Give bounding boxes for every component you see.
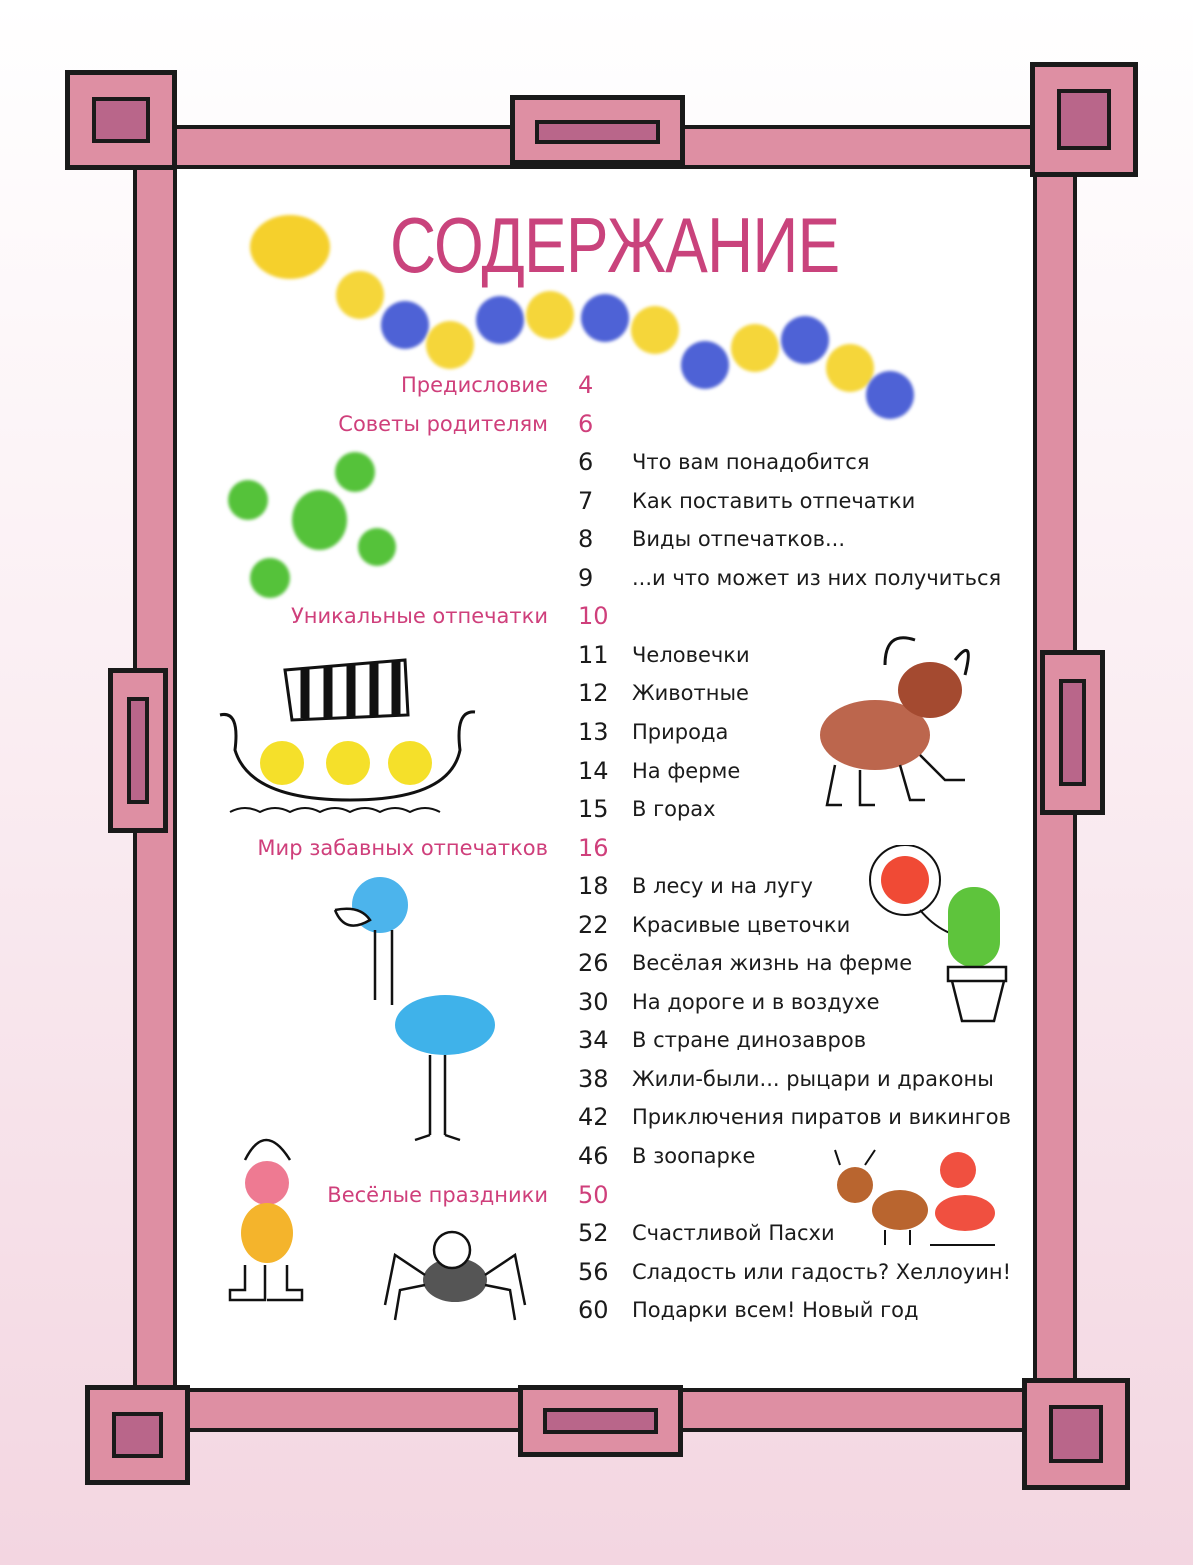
page-number: 22 <box>578 910 609 939</box>
page-number: 7 <box>578 486 594 515</box>
toc-entry-row[interactable] <box>0 563 1193 593</box>
page-number: 38 <box>578 1064 609 1093</box>
page-number: 4 <box>578 371 594 399</box>
caterpillar-segment <box>731 324 779 372</box>
entry-title: Как поставить отпечатки <box>632 488 916 513</box>
entry-title: Счастливой Пасхи <box>632 1221 835 1246</box>
page-number: 46 <box>578 1142 609 1170</box>
page-title: СОДЕРЖАНИЕ <box>390 201 840 289</box>
section-title: Мир забавных отпечатков <box>257 835 548 860</box>
entry-title: В лесу и на лугу <box>632 874 813 899</box>
caterpillar-segment <box>781 316 829 364</box>
page-number: 12 <box>578 679 609 708</box>
toc-entry-row[interactable] <box>0 910 1193 940</box>
frame-corner-bottom-left <box>85 1385 190 1485</box>
frame-top-center-block <box>510 95 685 165</box>
section-title: Предисловие <box>401 373 548 397</box>
caterpillar-segment <box>250 215 330 279</box>
page-number: 13 <box>578 717 609 746</box>
toc-section-row[interactable] <box>0 409 1193 439</box>
toc-entry-row[interactable] <box>0 1295 1193 1325</box>
toc-entry-row[interactable] <box>0 1025 1193 1055</box>
toc-entry-row[interactable] <box>0 1218 1193 1248</box>
page-number: 30 <box>578 987 609 1016</box>
section-title: Советы родителям <box>338 411 548 436</box>
caterpillar-segment <box>631 306 679 354</box>
toc-section-row[interactable] <box>0 601 1193 631</box>
section-title: Уникальные отпечатки <box>290 604 548 629</box>
page-number: 14 <box>578 756 609 785</box>
page-number: 34 <box>578 1026 609 1055</box>
entry-title: Сладость или гадость? Хеллоуин! <box>632 1259 1012 1284</box>
entry-title: В стране динозавров <box>632 1028 867 1053</box>
entry-title: Природа <box>632 719 729 744</box>
frame-bottom-center-block <box>518 1385 683 1457</box>
toc-entry-row[interactable] <box>0 524 1193 554</box>
toc-entry-row[interactable] <box>0 756 1193 786</box>
toc-entry-row[interactable] <box>0 640 1193 670</box>
toc-entry-row[interactable] <box>0 1257 1193 1287</box>
page-number: 56 <box>578 1257 609 1286</box>
caterpillar-segment <box>336 271 384 319</box>
page-number: 8 <box>578 525 594 554</box>
page-number: 6 <box>578 448 594 477</box>
entry-title: Подарки всем! Новый год <box>632 1298 919 1323</box>
caterpillar-segment <box>526 291 574 339</box>
page-number: 10 <box>578 602 609 631</box>
entry-title: На ферме <box>632 758 741 783</box>
toc-entry-row[interactable] <box>0 794 1193 824</box>
toc-entry-row[interactable] <box>0 486 1193 516</box>
entry-title: Животные <box>632 681 749 706</box>
page-number: 6 <box>578 409 594 438</box>
toc-section-row[interactable] <box>0 370 1193 400</box>
caterpillar-segment <box>476 296 524 344</box>
caterpillar-segment <box>426 321 474 369</box>
section-title: Весёлые праздники <box>327 1182 548 1207</box>
frame-corner-top-right <box>1030 62 1138 177</box>
page-number: 11 <box>578 640 609 669</box>
page-number: 26 <box>578 949 609 978</box>
frame-corner-top-left <box>65 70 177 170</box>
caterpillar-segment <box>581 294 629 342</box>
page-number: 42 <box>578 1103 609 1132</box>
toc-entry-row[interactable] <box>0 987 1193 1017</box>
entry-title: На дороге и в воздухе <box>632 989 880 1014</box>
page-number: 50 <box>578 1180 609 1209</box>
entry-title: Человечки <box>632 642 750 667</box>
toc-entry-row[interactable] <box>0 1141 1193 1171</box>
entry-title: Приключения пиратов и викингов <box>632 1105 1011 1130</box>
entry-title: В горах <box>632 797 716 822</box>
toc-entry-row[interactable] <box>0 1102 1193 1132</box>
entry-title: Виды отпечатков... <box>632 527 846 552</box>
toc-entry-row[interactable] <box>0 871 1193 901</box>
toc-entry-row[interactable] <box>0 678 1193 708</box>
entry-title: ...и что может из них получиться <box>632 565 1002 590</box>
caterpillar-segment <box>381 301 429 349</box>
page-number: 15 <box>578 795 609 824</box>
toc-section-row[interactable] <box>0 1180 1193 1210</box>
page-number: 9 <box>578 563 594 592</box>
toc-entry-row[interactable] <box>0 1064 1193 1094</box>
page-number: 18 <box>578 872 609 901</box>
entry-title: Весёлая жизнь на ферме <box>632 951 913 976</box>
toc-section-row[interactable] <box>0 833 1193 863</box>
toc-entry-row[interactable] <box>0 447 1193 477</box>
entry-title: Красивые цветочки <box>632 912 851 937</box>
entry-title: Жили-были... рыцари и драконы <box>632 1066 994 1091</box>
page-number: 16 <box>578 833 609 862</box>
page-number: 52 <box>578 1219 609 1248</box>
entry-title: Что вам понадобится <box>632 450 870 475</box>
entry-title: В зоопарке <box>632 1144 756 1168</box>
page-number: 60 <box>578 1296 609 1325</box>
toc-entry-row[interactable] <box>0 717 1193 747</box>
toc-entry-row[interactable] <box>0 948 1193 978</box>
frame-corner-bottom-right <box>1022 1378 1130 1490</box>
